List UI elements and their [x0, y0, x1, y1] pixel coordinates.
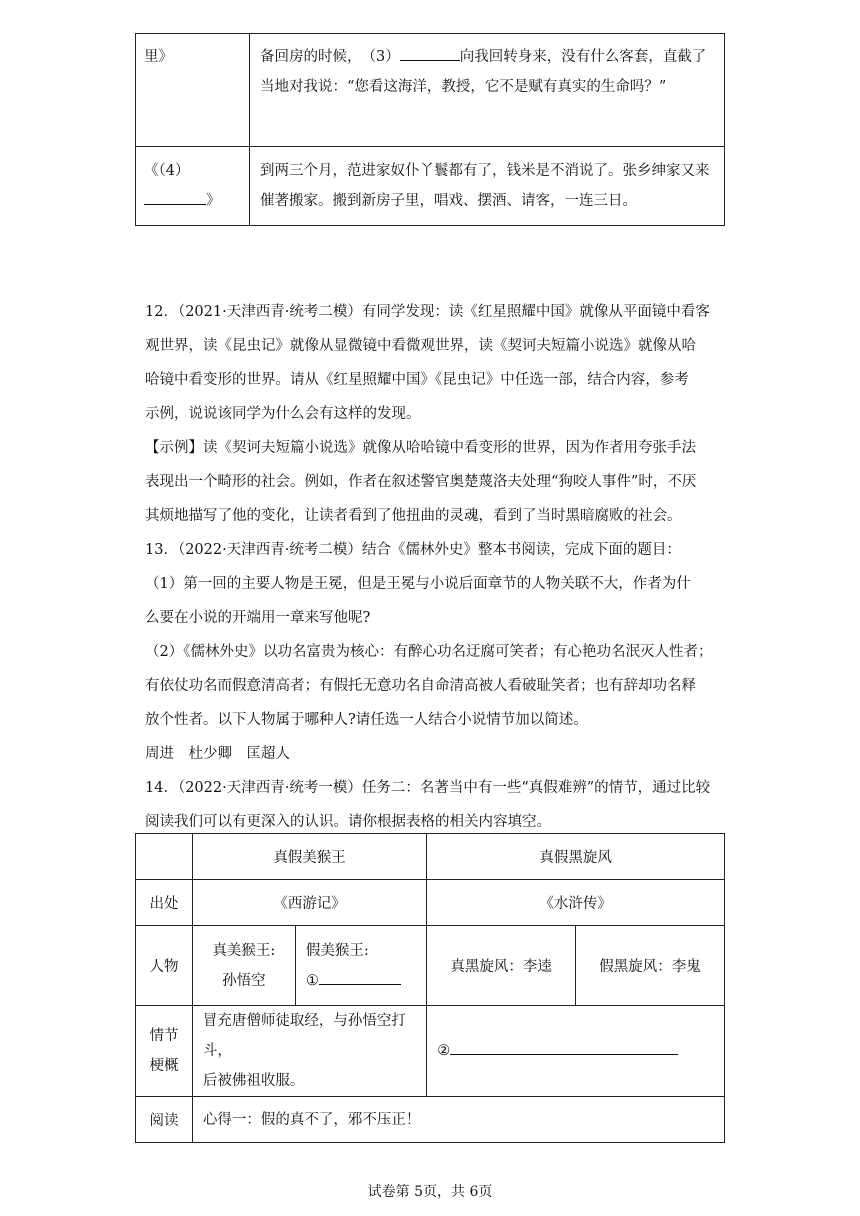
- question-13-line: 么要在小说的开端用一章来写他呢?: [145, 610, 371, 626]
- plot-label: 梗概: [149, 1058, 179, 1074]
- page-footer: 试卷第 5页，共 6页: [367, 1184, 493, 1200]
- header-black-whirlwind: 真假黑旋风: [427, 834, 725, 880]
- source-label: 出处: [136, 880, 193, 926]
- answer-blank-1[interactable]: [319, 968, 401, 984]
- person-label: 人物: [136, 926, 193, 1006]
- blank-marker-1: ①: [305, 972, 319, 989]
- real-monkey-name: 孙悟空: [222, 972, 266, 989]
- excerpt-text: 催著搬家。搬到新房子里，唱戏、摆酒、请客，一连三日。: [260, 193, 637, 209]
- real-monkey-label: 真美猴王:: [212, 942, 276, 959]
- character-options: 周进 杜少卿 匡超人: [145, 746, 290, 762]
- plot-whirlwind-cell: [427, 1006, 725, 1097]
- answer-blank-2[interactable]: [450, 1039, 678, 1055]
- question-13-line: 13．（2022·天津西青·统考二模）结合《儒林外史》整本书阅读，完成下面的题目：: [145, 542, 681, 558]
- example-line: 表现出一个畸形的社会。例如，作者在叙述警官奥楚蔑洛夫处理“狗咬人事件”时，不厌: [145, 474, 697, 490]
- question-12-line: 示例，说说该同学为什么会有这样的发现。: [145, 406, 421, 422]
- book-title-text: 里》: [144, 49, 173, 65]
- excerpt-text: 当地对我说：“您看这海洋，教授，它不是赋有真实的生命吗？”: [260, 79, 667, 95]
- book-title-cell: [136, 147, 250, 226]
- question-12-line: 哈镜中看变形的世界。请从《红星照耀中国》《昆虫记》中任选一部，结合内容，参考: [145, 372, 689, 388]
- question-13-line: 放个性者。以下人物属于哪种人?请任选一人结合小说情节加以简述。: [145, 712, 588, 728]
- plot-label: 情节: [149, 1028, 179, 1044]
- plot-text: 冒充唐僧师徒取经，与孙悟空打斗，: [202, 1013, 406, 1059]
- real-whirlwind-cell: 真黑旋风：李逵: [427, 926, 576, 1006]
- header-monkey-king: 真假美猴王: [192, 834, 426, 880]
- book-title-text: 《（4）: [144, 163, 190, 179]
- excerpt-text: 到两三个月，范进家奴仆丫鬟都有了，钱米是不消说了。张乡绅家又来: [260, 163, 710, 179]
- book-title-text: 》: [206, 193, 221, 209]
- fake-monkey-cell: [295, 926, 426, 1006]
- real-monkey-cell: [192, 926, 295, 1006]
- corner-cell: [136, 834, 193, 880]
- plot-text: 后被佛祖收服。: [202, 1073, 305, 1089]
- blank-marker-2: ②: [437, 1043, 451, 1059]
- question-14-line: 阅读我们可以有更深入的认识。请你根据表格的相关内容填空。: [145, 814, 551, 830]
- excerpt-text: 备回房的时候， （3）: [260, 49, 400, 65]
- excerpt-cell: [250, 34, 725, 147]
- question-12-line: 12．（2021·天津西青·统考二模）有同学发现：读《红星照耀中国》就像从平面镜中看客: [145, 304, 710, 320]
- book-title-cell: [136, 34, 250, 147]
- question-12-line: 观世界，读《昆虫记》就像从显微镜中看微观世界，读《契诃夫短篇小说选》就像从哈: [145, 338, 696, 354]
- question-13-line: （1）第一回的主要人物是王冕，但是王冕与小说后面章节的人物关联不大，作者为什: [145, 576, 691, 592]
- plot-monkey-cell: [192, 1006, 426, 1097]
- plot-label-cell: [136, 1006, 193, 1097]
- example-line: 其烦地描写了他的变化，让读者看到了他扭曲的灵魂，看到了当时黑暗腐败的社会。: [145, 508, 682, 524]
- question-14-line: 14．（2022·天津西青·统考一模）任务二：名著当中有一些“真假难辨”的情节，通过比较: [145, 780, 711, 796]
- comparison-table: [135, 833, 725, 1143]
- answer-blank-3[interactable]: [400, 45, 460, 61]
- excerpt-text: 向我回转身来，没有什么客套，直截了: [459, 49, 707, 65]
- fake-whirlwind-cell: 假黑旋风：李鬼: [576, 926, 725, 1006]
- source-journey-west: 《西游记》: [192, 880, 426, 926]
- question-13-line: 有依仗功名而假意清高者；有假托无意功名自命清高被人看破耻笑者；也有辞却功名释: [145, 678, 696, 694]
- source-water-margin: 《水浒传》: [427, 880, 725, 926]
- fake-monkey-label: 假美猴王:: [305, 942, 369, 959]
- reading-insight: 心得一：假的真不了，邪不压正！: [192, 1097, 724, 1143]
- question-13-line: （2）《儒林外史》以功名富贵为核心：有醉心功名迂腐可笑者；有心艳功名泯灭人性者；: [145, 644, 713, 660]
- literature-table: [135, 33, 725, 226]
- excerpt-cell: [250, 147, 725, 226]
- reading-label: 阅读: [136, 1097, 193, 1143]
- answer-blank-4[interactable]: [144, 189, 206, 205]
- example-line: 【示例】读《契诃夫短篇小说选》就像从哈哈镜中看变形的世界，因为作者用夸张手法: [145, 440, 696, 456]
